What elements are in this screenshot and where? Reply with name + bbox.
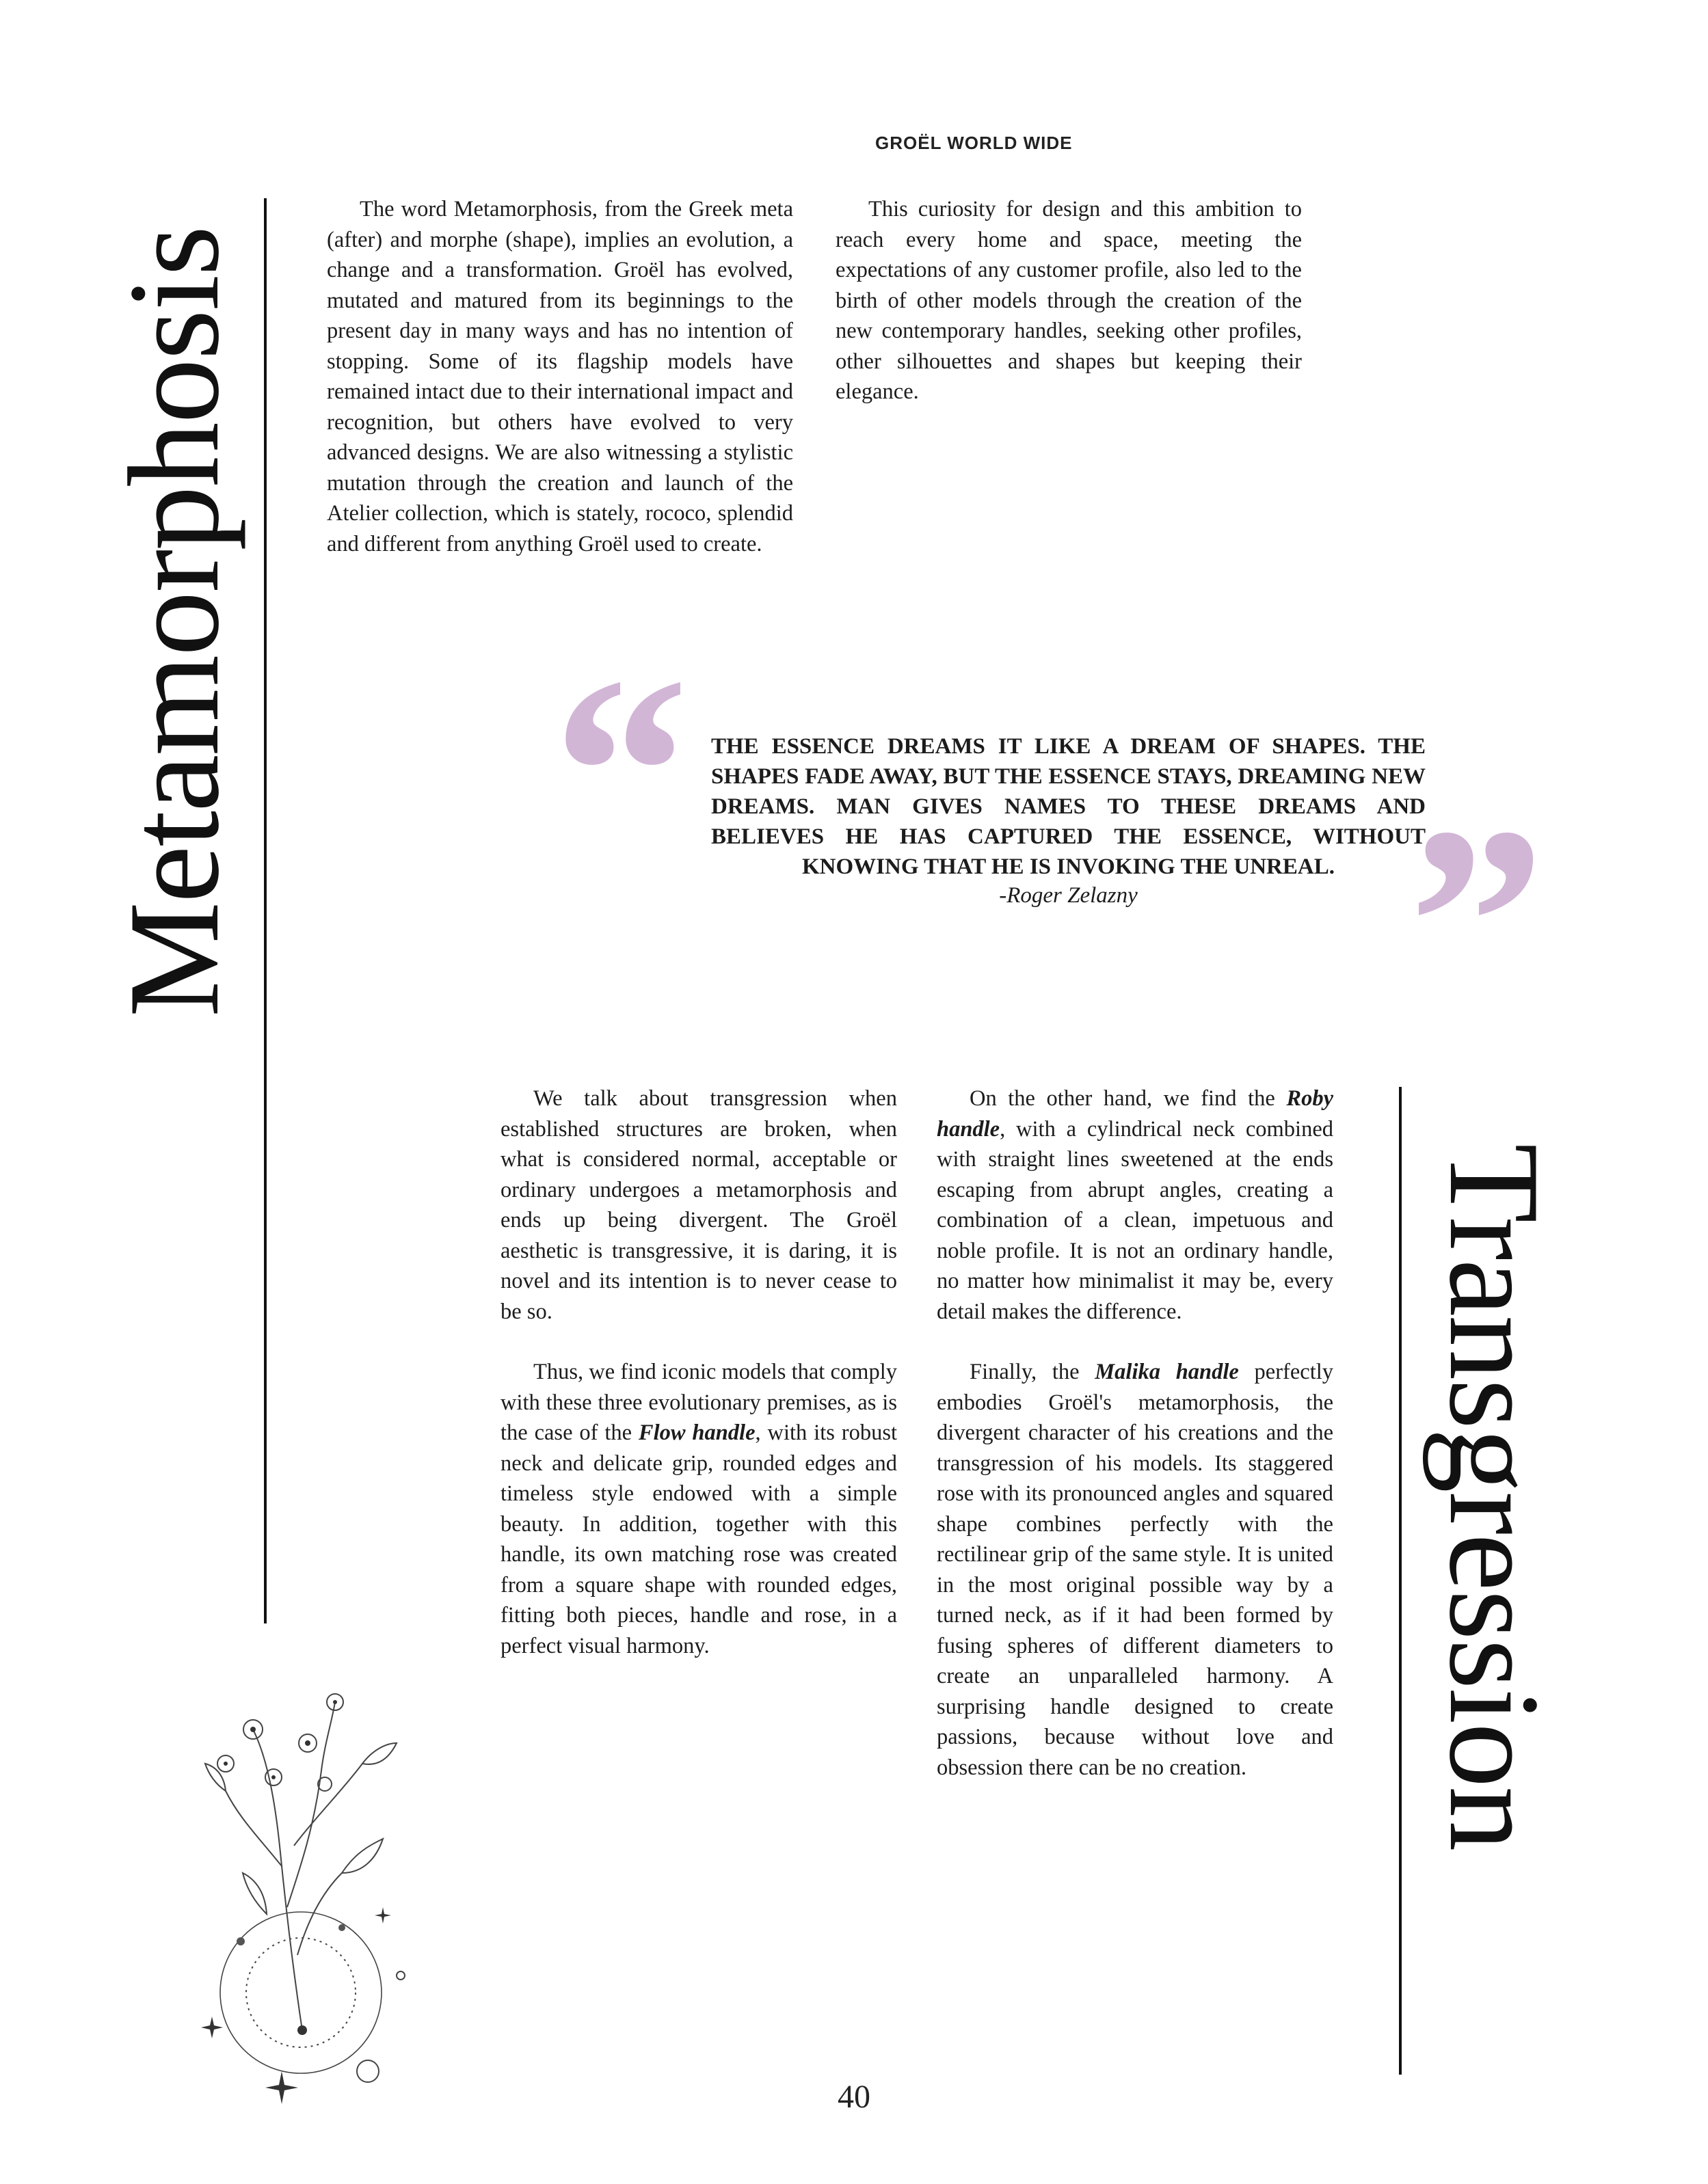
paragraph: We talk about transgression when established structures are broken, when what is considered normal, acceptable or ordinary undergoes a metamorphosis and ends up being divergent. The Groël aesthetic is transgressive, it is daring, it is novel and its intention is to never cease to be so. — [501, 1086, 897, 1324]
top-column-right — [836, 194, 1302, 407]
close-quote-mark: ” — [1409, 771, 1545, 1074]
product-name-flow: Flow handle — [638, 1420, 756, 1445]
paragraph: Finally, the Malika handle perfectly embodies Groël's metamorphosis, the divergent character of his creations and the transgression of his models. Its staggered rose with its pronounced angles and squared shape combines perfectly with the rectilinear grip of the same style. It is united in the most original possible way by a turned neck, as if it had been formed by fusing spheres of different diameters to create an unparalleled harmony. A surprising handle designed to create passions, because without love and obsession there can be no creation. — [937, 1360, 1334, 1780]
floral-illustration — [185, 1688, 431, 2112]
right-vertical-rule — [1399, 1087, 1402, 2075]
paragraph: On the other hand, we find the Roby handle, with a cylindrical neck combined with straight lines sweetened at the ends escaping from abrupt angles, creating a combination of a clean, impetuous and noble profile. It is not an ordinary handle, no matter how minimalist it may be, every detail makes the difference. — [937, 1086, 1333, 1324]
top-column-left — [327, 194, 793, 559]
paragraph: Thus, we find iconic models that comply with these three evolutionary premises, as is the case of the Flow handle, with its robust neck and delicate grip, rounded edges and timeless style endowed with a simple beauty. In addition, together with this handle, its own matching rose was created from a square shape with rounded edges, fitting both pieces, handle and rose, in a perfect visual harmony. — [501, 1360, 897, 1658]
page-number: 40 — [838, 2079, 870, 2115]
product-name-roby: Roby handle — [937, 1086, 1333, 1142]
pull-quote-text: THE ESSENCE DREAMS IT LIKE A DREAM OF SHAPES. THE SHAPES FADE AWAY, BUT THE ESSENCE STAYS, DREAMING NEW DREAMS. MAN GIVES NAMES TO THESE DREAMS AND BELIEVES HE HAS CAPTURED THE ESSENCE, WITHOUT KNOWING THAT HE IS INVOKING THE UNREAL. — [711, 734, 1426, 879]
paragraph: This curiosity for design and this ambition to reach every home and space, meeting the expectations of any customer profile, also led to the birth of other models through the creation of the new contemporary handles, seeking other profiles, other silhouettes and shapes but keeping their elegance. — [836, 197, 1302, 404]
bottom-column-left — [501, 1083, 897, 1661]
product-name-malika: Malika handle — [1095, 1360, 1239, 1384]
section-title-transgression: Transgression — [1422, 1144, 1566, 1850]
section-title-metamorphosis: Metamorphosis — [103, 226, 246, 1018]
open-quote-mark: “ — [552, 621, 689, 924]
publication-header: GROËL WORLD WIDE — [875, 133, 1073, 153]
paragraph: The word Metamorphosis, from the Greek meta (after) and morphe (shape), implies an evolution, a change and a transformation. Groël has evolved, mutated and matured from its beginnings to the present day in many ways and has no intention of stopping. Some of its flagship models have remained intact due to their international impact and recognition, but others have evolved to very advanced designs. We are also witnessing a stylistic mutation through the creation and launch of the Atelier collection, which is stately, rococo, splendid and different from anything Groël used to create. — [327, 197, 793, 556]
bottom-column-right — [937, 1083, 1333, 1783]
left-vertical-rule — [264, 198, 267, 1623]
pull-quote-author: -Roger Zelazny — [999, 883, 1138, 908]
